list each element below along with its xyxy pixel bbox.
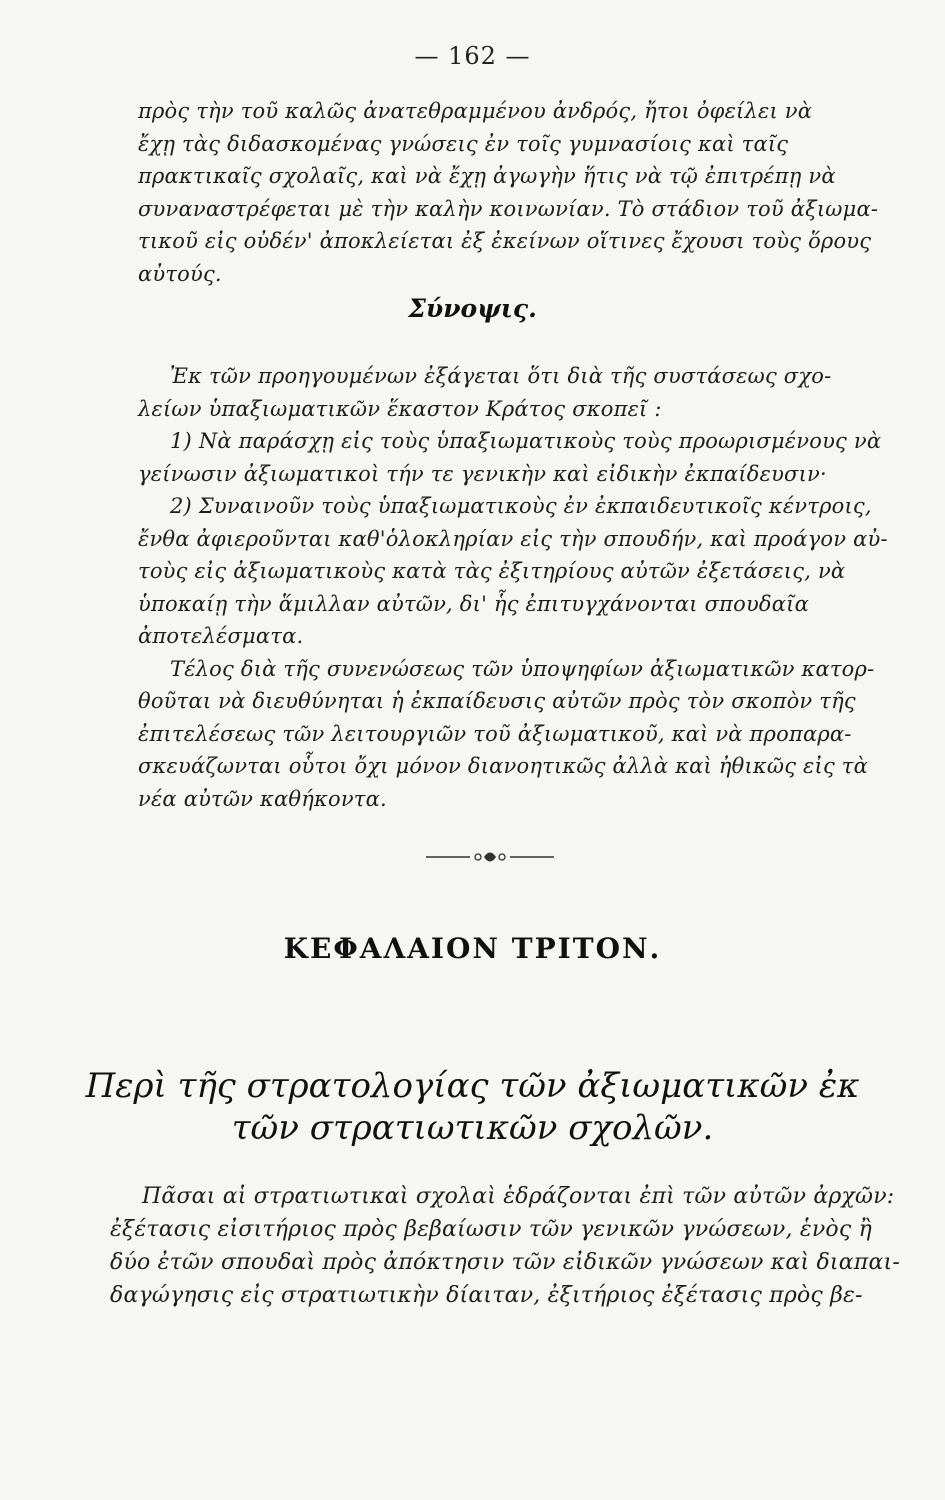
text-line: νέα αὐτῶν καθήκοντα.	[138, 786, 387, 811]
text-line: συναναστρέφεται μὲ τὴν καλὴν κοινωνίαν. Τὸ στάδιον τοῦ ἀξιωμα-	[138, 196, 879, 221]
text-line: τοὺς εἰς ἀξιωματικοὺς κατὰ τὰς ἐξιτηρίους αὐτῶν ἐξετάσεις, νὰ	[138, 559, 846, 583]
text-line: ὑποκαίῃ τὴν ἅμιλλαν αὐτῶν, δι' ἧς ἐπιτυγχάνονται σπουδαῖα	[138, 591, 809, 616]
text-line: λείων ὑπαξιωματικῶν ἕκαστον Κράτος σκοπεῖ :	[138, 396, 662, 421]
text-line: ἐξέτασις εἰσιτήριος πρὸς βεβαίωσιν τῶν γενικῶν γνώσεων, ἑνὸς ἢ	[110, 1217, 872, 1242]
text-line: τικοῦ εἰς οὐδέν' ἀποκλείεται ἐξ ἐκείνων οἵτινες ἔχουσι τοὺς ὅρους	[138, 229, 872, 253]
ornament-divider	[426, 849, 554, 865]
text-line: ἐπιτελέσεως τῶν λειτουργιῶν τοῦ ἀξιωματικοῦ, καὶ νὰ προπαρα-	[138, 721, 852, 746]
chapter-title-line: τῶν στρατιωτικῶν σχολῶν.	[231, 1108, 714, 1148]
text-line: σκευάζωνται οὗτοι ὄχι μόνον διανοητικῶς ἀλλὰ καὶ ἠθικῶς εἰς τὰ	[138, 754, 868, 778]
text-line: δαγώγησις εἰς στρατιωτικὴν δίαιταν, ἐξιτήριος ἐξέτασις πρὸς βε-	[110, 1283, 863, 1308]
text-line: γείνωσιν ἀξιωματικοὶ τήν τε γενικὴν καὶ εἰδικὴν ἐκπαίδευσιν·	[138, 461, 827, 486]
chapter-heading: ΚΕΦΑΛΑΙΟΝ ΤΡΙΤΟΝ.	[283, 932, 662, 965]
page-number: — 162 —	[414, 42, 531, 70]
summary-paragraphs	[138, 360, 888, 815]
text-line: Τέλος διὰ τῆς συνενώσεως τῶν ὑποψηφίων ἀξιωματικῶν κατορ-	[170, 656, 875, 681]
chapter-title-line: Περὶ τῆς στρατολογίας τῶν ἀξιωματικῶν ἐκ	[85, 1066, 860, 1106]
text-line: Πᾶσαι αἱ στρατιωτικαὶ σχολαὶ ἑδράζονται ἐπὶ τῶν αὐτῶν ἀρχῶν:	[142, 1184, 895, 1209]
text-line: 1) Νὰ παράσχῃ εἰς τοὺς ὑπαξιωματικοὺς τοὺς προωρισμένους νὰ	[170, 429, 882, 453]
chapter-paragraph	[110, 1180, 900, 1312]
text-line: ἀποτελέσματα.	[138, 624, 304, 648]
text-line: ἔνθα ἀφιεροῦνται καθ'ὁλοκληρίαν εἰς τὴν σπουδήν, καὶ προάγον αὐ-	[138, 526, 888, 551]
intro-paragraph	[138, 95, 879, 290]
text-line: Ἐκ τῶν προηγουμένων ἐξάγεται ὅτι διὰ τῆς συστάσεως σχο-	[170, 364, 832, 388]
text-line: πρακτικαῖς σχολαῖς, καὶ νὰ ἔχῃ ἀγωγὴν ἥτις νὰ τῷ ἐπιτρέπῃ νὰ	[138, 164, 836, 188]
text-line: 2) Συναινοῦν τοὺς ὑπαξιωματικοὺς ἐν ἐκπαιδευτικοῖς κέντροις,	[170, 494, 872, 518]
summary-heading: Σύνοψις.	[408, 294, 537, 323]
text-line: αὐτούς.	[138, 261, 222, 286]
text-line: ἔχῃ τὰς διδασκομένας γνώσεις ἐν τοῖς γυμνασίοις καὶ ταῖς	[138, 131, 789, 156]
text-line: θοῦται νὰ διευθύνηται ἡ ἐκπαίδευσις αὐτῶν πρὸς τὸν σκοπὸν τῆς	[138, 689, 856, 713]
text-line: πρὸς τὴν τοῦ καλῶς ἀνατεθραμμένου ἀνδρός, ἤτοι ὀφείλει νὰ	[138, 99, 813, 123]
text-line: δύο ἐτῶν σπουδαὶ πρὸς ἀπόκτησιν τῶν εἰδικῶν γνώσεων καὶ διαπαι-	[110, 1250, 900, 1275]
